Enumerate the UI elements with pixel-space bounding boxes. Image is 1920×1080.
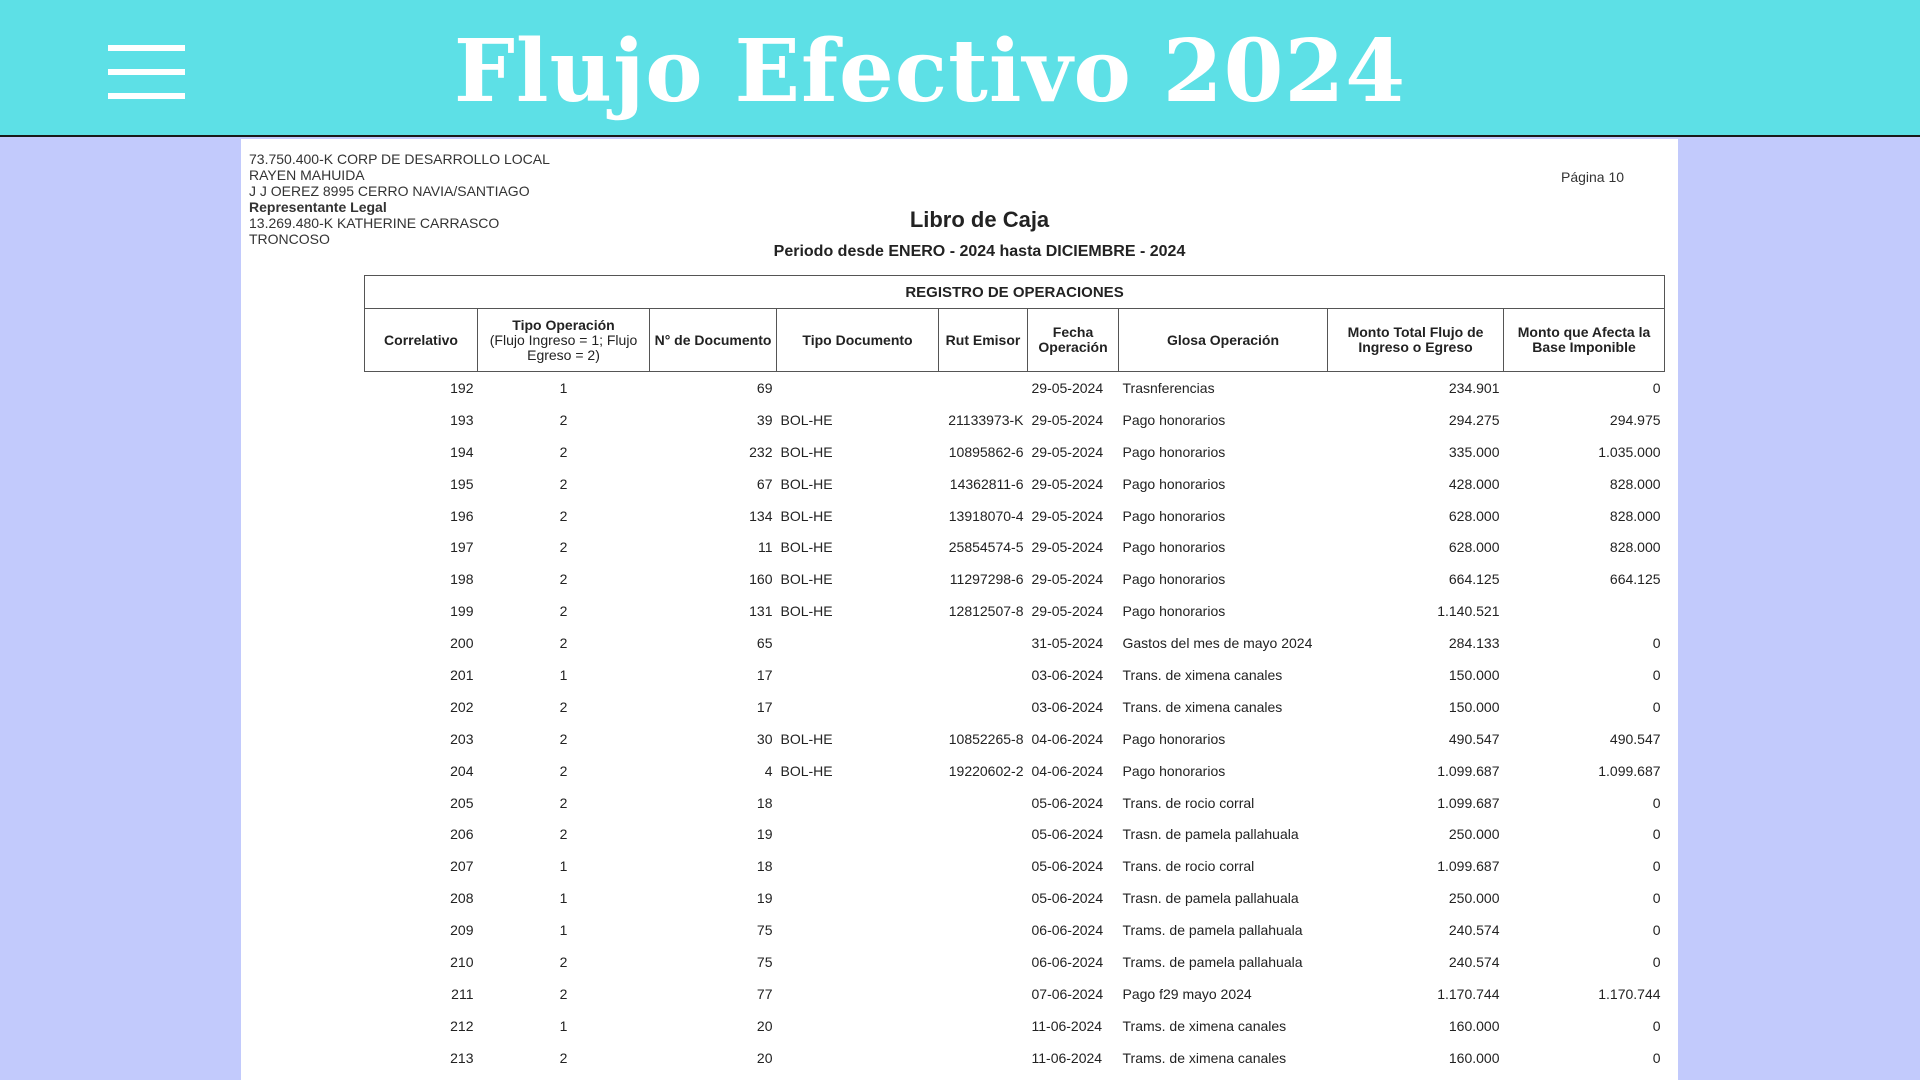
cell-rut	[939, 1042, 1028, 1074]
cell-rut: 11297298-6	[949, 571, 1024, 588]
cell-tdoc	[777, 818, 939, 850]
cell-tipo: 1	[559, 666, 568, 683]
cell-tdoc	[777, 1042, 939, 1074]
cell-base: 0	[1652, 379, 1661, 396]
table-row	[365, 436, 1665, 468]
cell-base: 0	[1652, 858, 1661, 875]
cell-glosa: Trams. de ximena canales	[1122, 1017, 1287, 1034]
cell-fecha: 29-05-2024	[1031, 507, 1104, 524]
cell-rut	[939, 627, 1028, 659]
table-row	[365, 882, 1665, 914]
table-row	[365, 723, 1665, 755]
cell-corr: 212	[450, 1017, 474, 1034]
cell-monto: 150.000	[1448, 698, 1500, 715]
cell-fecha: 29-05-2024	[1031, 603, 1104, 620]
cell-tdoc: BOL-HE	[780, 539, 833, 556]
cell-fecha: 05-06-2024	[1031, 858, 1104, 875]
cell-base: 1.170.744	[1598, 985, 1661, 1002]
cell-tdoc: BOL-HE	[780, 730, 833, 747]
cell-tipo: 2	[559, 539, 568, 556]
cell-glosa: Pago honorarios	[1122, 443, 1226, 460]
cell-fecha: 05-06-2024	[1031, 794, 1104, 811]
table-row	[365, 914, 1665, 946]
cell-tdoc	[777, 1010, 939, 1042]
legal-rep-line: TRONCOSO	[249, 231, 330, 247]
cell-ndoc: 18	[756, 858, 773, 875]
cell-corr: 197	[450, 539, 474, 556]
cell-base: 0	[1652, 890, 1661, 907]
cell-rut: 14362811-6	[949, 475, 1024, 492]
cell-glosa: Pago honorarios	[1122, 730, 1226, 747]
cell-ndoc: 20	[756, 1049, 773, 1066]
cell-base: 1.099.687	[1598, 762, 1661, 779]
cell-tipo: 1	[559, 1017, 568, 1034]
table-row	[365, 978, 1665, 1010]
cell-rut	[939, 818, 1028, 850]
cell-monto: 240.574	[1448, 922, 1500, 939]
column-header: Monto Total Flujo de Ingreso o Egreso	[1328, 309, 1504, 372]
table-row	[365, 595, 1665, 627]
cell-fecha: 31-05-2024	[1031, 635, 1104, 652]
cell-ndoc: 20	[756, 1017, 773, 1034]
column-header: Monto que Afecta la Base Imponible	[1504, 309, 1665, 372]
cell-rut: 10895862-6	[948, 443, 1024, 460]
cell-rut	[939, 850, 1028, 882]
cell-fecha: 03-06-2024	[1031, 666, 1104, 683]
cell-monto: 160.000	[1448, 1049, 1500, 1066]
cell-glosa: Pago honorarios	[1122, 571, 1226, 588]
cell-corr: 207	[450, 858, 474, 875]
cell-base: 0	[1652, 794, 1661, 811]
cell-base: 0	[1652, 922, 1661, 939]
cell-rut	[939, 882, 1028, 914]
cell-tdoc	[777, 978, 939, 1010]
cell-tipo: 2	[559, 762, 568, 779]
cell-tdoc	[777, 850, 939, 882]
cell-fecha: 06-06-2024	[1031, 953, 1104, 970]
cell-monto: 250.000	[1448, 826, 1500, 843]
company-line: J J OEREZ 8995 CERRO NAVIA/SANTIAGO	[249, 183, 530, 199]
cell-tdoc: BOL-HE	[780, 603, 833, 620]
cell-corr: 209	[450, 922, 474, 939]
cell-base: 0	[1652, 953, 1661, 970]
cell-fecha: 11-06-2024	[1031, 1049, 1103, 1066]
cell-monto: 335.000	[1448, 443, 1500, 460]
document-title: Libro de Caja	[909, 207, 1050, 232]
company-line: 73.750.400-K CORP DE DESARROLLO LOCAL	[249, 151, 550, 167]
table-row	[365, 500, 1665, 532]
cell-ndoc: 131	[749, 603, 773, 620]
cell-corr: 208	[450, 890, 474, 907]
cell-rut	[939, 946, 1028, 978]
cell-base: 0	[1652, 666, 1661, 683]
cell-rut: 12812507-8	[948, 603, 1024, 620]
cell-ndoc: 75	[756, 953, 773, 970]
cell-corr: 194	[450, 443, 474, 460]
cell-base: 664.125	[1609, 571, 1661, 588]
cell-monto: 294.275	[1448, 411, 1500, 428]
cell-monto: 1.099.687	[1437, 794, 1500, 811]
cell-tipo: 2	[559, 1049, 568, 1066]
cell-tdoc	[777, 627, 939, 659]
cell-base: 294.975	[1609, 411, 1661, 428]
cell-rut	[939, 372, 1028, 404]
table-row	[365, 468, 1665, 500]
cell-monto: 490.547	[1448, 730, 1500, 747]
cell-corr: 206	[450, 826, 474, 843]
cell-glosa: Pago f29 mayo 2024	[1122, 985, 1252, 1002]
cell-ndoc: 17	[756, 698, 773, 715]
column-header: Correlativo	[365, 309, 478, 372]
column-header	[478, 309, 650, 372]
operations-table	[364, 275, 1665, 1074]
cell-rut	[939, 659, 1028, 691]
cell-tdoc	[777, 691, 939, 723]
cell-fecha: 04-06-2024	[1031, 762, 1104, 779]
cell-monto: 284.133	[1448, 635, 1500, 652]
cell-tipo: 1	[559, 922, 568, 939]
cell-ndoc: 232	[749, 443, 773, 460]
cell-fecha: 29-05-2024	[1031, 571, 1104, 588]
cell-fecha: 29-05-2024	[1031, 539, 1104, 556]
cell-tipo: 2	[559, 953, 568, 970]
document-viewer[interactable]	[241, 139, 1678, 1080]
company-line: RAYEN MAHUIDA	[249, 167, 365, 183]
cell-glosa: Trasn. de pamela pallahuala	[1122, 826, 1299, 843]
cell-tdoc: BOL-HE	[780, 411, 833, 428]
table-row	[365, 850, 1665, 882]
cell-rut: 25854574-5	[948, 539, 1024, 556]
cell-glosa: Pago honorarios	[1122, 475, 1226, 492]
cell-base	[1504, 595, 1665, 627]
cell-corr: 192	[450, 379, 474, 396]
cell-corr: 193	[450, 411, 474, 428]
cell-fecha: 03-06-2024	[1031, 698, 1104, 715]
cell-tdoc: BOL-HE	[780, 475, 833, 492]
table-row	[365, 627, 1665, 659]
cell-glosa: Trans. de ximena canales	[1122, 666, 1283, 683]
cell-tdoc	[777, 372, 939, 404]
cell-tdoc	[777, 659, 939, 691]
cell-glosa: Pago honorarios	[1122, 762, 1226, 779]
cell-ndoc: 17	[756, 666, 773, 683]
cell-tipo: 2	[559, 603, 568, 620]
cell-tdoc	[777, 914, 939, 946]
cell-ndoc: 19	[756, 826, 773, 843]
cell-rut	[939, 914, 1028, 946]
cell-rut: 10852265-8	[948, 730, 1024, 747]
cell-monto: 1.170.744	[1437, 985, 1500, 1002]
table-row	[365, 1042, 1665, 1074]
cell-glosa: Pago honorarios	[1122, 603, 1226, 620]
cell-monto: 628.000	[1448, 539, 1500, 556]
cell-ndoc: 77	[756, 985, 773, 1002]
cell-tipo: 1	[559, 379, 568, 396]
cell-tdoc: BOL-HE	[780, 762, 833, 779]
column-header-label: Tipo Operación	[512, 316, 615, 333]
cell-base: 1.035.000	[1598, 443, 1661, 460]
cell-fecha: 04-06-2024	[1031, 730, 1104, 747]
cell-glosa: Trasn. de pamela pallahuala	[1122, 890, 1299, 907]
cell-base: 0	[1652, 698, 1661, 715]
cell-tdoc	[777, 787, 939, 819]
cell-ndoc: 39	[756, 411, 773, 428]
cell-corr: 201	[450, 666, 474, 683]
cell-tipo: 2	[559, 794, 568, 811]
cell-tipo: 2	[559, 475, 568, 492]
page-title: Flujo Efectivo 2024	[453, 21, 1407, 122]
cell-glosa: Trans. de rocio corral	[1122, 858, 1255, 875]
cell-monto: 240.574	[1448, 953, 1500, 970]
cell-glosa: Trams. de ximena canales	[1122, 1049, 1287, 1066]
cell-ndoc: 134	[749, 507, 773, 524]
cell-base: 828.000	[1609, 507, 1661, 524]
page-number: Página 10	[1561, 169, 1625, 185]
cell-tdoc	[777, 946, 939, 978]
table-row	[365, 691, 1665, 723]
cell-monto: 1.099.687	[1437, 858, 1500, 875]
cell-monto: 150.000	[1448, 666, 1500, 683]
cell-tipo: 2	[559, 698, 568, 715]
cell-fecha: 07-06-2024	[1031, 985, 1104, 1002]
cell-ndoc: 160	[749, 571, 773, 588]
cell-fecha: 05-06-2024	[1031, 890, 1104, 907]
table-row	[365, 787, 1665, 819]
column-header: Tipo Documento	[777, 309, 939, 372]
cell-tipo: 2	[559, 730, 568, 747]
cell-ndoc: 11	[757, 539, 773, 556]
cell-tipo: 2	[559, 635, 568, 652]
table-row	[365, 818, 1665, 850]
cell-corr: 199	[450, 603, 474, 620]
cell-fecha: 11-06-2024	[1031, 1017, 1103, 1034]
cell-corr: 200	[450, 635, 474, 652]
cell-monto: 250.000	[1448, 890, 1500, 907]
table-row	[365, 1010, 1665, 1042]
cell-rut	[939, 787, 1028, 819]
cell-corr: 210	[450, 953, 474, 970]
cell-corr: 198	[450, 571, 474, 588]
cell-base: 0	[1652, 826, 1661, 843]
cell-corr: 211	[451, 985, 474, 1002]
cell-monto: 1.140.521	[1437, 603, 1500, 620]
cell-glosa: Pago honorarios	[1122, 507, 1226, 524]
cell-tipo: 1	[559, 858, 568, 875]
cell-rut: 21133973-K	[948, 411, 1024, 428]
cell-monto: 428.000	[1448, 475, 1500, 492]
cell-fecha: 29-05-2024	[1031, 475, 1104, 492]
column-header-sublabel: (Flujo Ingreso = 1; Flujo Egreso = 2)	[489, 331, 638, 363]
cell-glosa: Trams. de pamela pallahuala	[1122, 953, 1303, 970]
cell-ndoc: 18	[756, 794, 773, 811]
cell-glosa: Trans. de ximena canales	[1122, 698, 1283, 715]
cell-tipo: 2	[559, 826, 568, 843]
table-row	[365, 946, 1665, 978]
cell-fecha: 05-06-2024	[1031, 826, 1104, 843]
column-header: Glosa Operación	[1119, 309, 1328, 372]
cell-rut	[939, 978, 1028, 1010]
cell-corr: 204	[450, 762, 474, 779]
cell-base: 0	[1652, 1017, 1661, 1034]
cell-base: 828.000	[1609, 475, 1661, 492]
cell-ndoc: 30	[756, 730, 773, 747]
cell-tdoc	[777, 882, 939, 914]
cell-tdoc: BOL-HE	[780, 571, 833, 588]
cell-tipo: 2	[559, 411, 568, 428]
cell-ndoc: 4	[764, 762, 773, 779]
cell-base: 490.547	[1609, 730, 1661, 747]
cell-corr: 213	[450, 1049, 474, 1066]
table-row	[365, 563, 1665, 595]
cell-corr: 195	[450, 475, 474, 492]
cell-ndoc: 69	[756, 379, 773, 396]
cell-base: 0	[1652, 1049, 1661, 1066]
cell-tipo: 2	[559, 507, 568, 524]
cell-glosa: Gastos del mes de mayo 2024	[1122, 635, 1313, 652]
legal-rep-line: 13.269.480-K KATHERINE CARRASCO	[249, 215, 500, 231]
cell-rut: 19220602-2	[948, 762, 1024, 779]
cell-monto: 628.000	[1448, 507, 1500, 524]
column-header: N° de Documento	[650, 309, 777, 372]
table-row	[365, 404, 1665, 436]
cell-tipo: 2	[559, 571, 568, 588]
cell-tdoc: BOL-HE	[780, 443, 833, 460]
table-row	[365, 755, 1665, 787]
cell-fecha: 29-05-2024	[1031, 379, 1104, 396]
table-row	[365, 372, 1665, 404]
cell-monto: 160.000	[1448, 1017, 1500, 1034]
cell-corr: 196	[450, 507, 474, 524]
cell-tdoc: BOL-HE	[780, 507, 833, 524]
cell-ndoc: 75	[756, 922, 773, 939]
top-bar	[0, 0, 1920, 137]
legal-rep-label: Representante Legal	[249, 199, 387, 215]
cell-monto: 664.125	[1448, 571, 1500, 588]
section-header: REGISTRO DE OPERACIONES	[365, 276, 1665, 309]
cell-base: 828.000	[1609, 539, 1661, 556]
cell-corr: 202	[450, 698, 474, 715]
document-period: Periodo desde ENERO - 2024 hasta DICIEMBRE - 2024	[773, 243, 1186, 260]
cell-monto: 1.099.687	[1437, 762, 1500, 779]
cell-glosa: Pago honorarios	[1122, 539, 1226, 556]
cell-rut	[939, 691, 1028, 723]
cell-monto: 234.901	[1448, 379, 1500, 396]
cell-base: 0	[1652, 635, 1661, 652]
table-row	[365, 531, 1665, 563]
cell-fecha: 29-05-2024	[1031, 443, 1104, 460]
cell-ndoc: 67	[756, 475, 773, 492]
cell-fecha: 29-05-2024	[1031, 411, 1104, 428]
cell-glosa: Pago honorarios	[1122, 411, 1226, 428]
cell-rut	[939, 1010, 1028, 1042]
cell-rut: 13918070-4	[948, 507, 1024, 524]
table-row	[365, 659, 1665, 691]
cell-ndoc: 65	[756, 635, 773, 652]
cell-corr: 203	[450, 730, 474, 747]
column-header: Rut Emisor	[939, 309, 1028, 372]
cell-ndoc: 19	[756, 890, 773, 907]
cell-glosa: Trams. de pamela pallahuala	[1122, 922, 1303, 939]
cell-glosa: Trasnferencias	[1122, 379, 1215, 396]
cell-glosa: Trans. de rocio corral	[1122, 794, 1255, 811]
cell-corr: 205	[450, 794, 474, 811]
cell-tipo: 1	[559, 890, 568, 907]
cell-tipo: 2	[559, 985, 568, 1002]
cell-fecha: 06-06-2024	[1031, 922, 1104, 939]
cell-tipo: 2	[559, 443, 568, 460]
column-header: Fecha Operación	[1028, 309, 1119, 372]
